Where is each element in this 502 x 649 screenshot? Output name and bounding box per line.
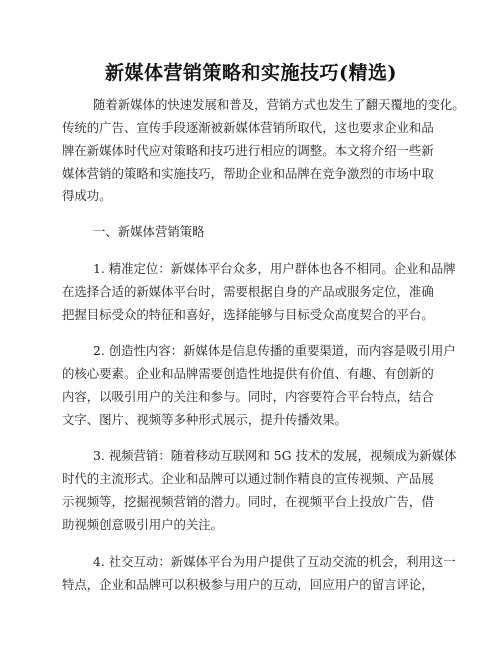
paragraph-line: 特点，企业和品牌可以积极参与用户的互动，回应用户的留言评论，	[62, 577, 434, 592]
paragraph-line: 把握目标受众的特征和喜好，选择能够与目标受众高度契合的平台。	[62, 307, 434, 322]
paragraph-line: 的核心要素。企业和品牌需要创造性地提供有价值、有趣、有创新的	[62, 366, 434, 381]
paragraph-line: 传统的广告、宣传手段逐渐被新媒体营销所取代，这也要求企业和品	[62, 120, 434, 135]
paragraph-line: 在选择合适的新媒体平台时，需要根据自身的产品或服务定位，准确	[62, 284, 434, 299]
paragraph-line: 助视频创意吸引用户的关注。	[62, 517, 224, 532]
paragraph-line: 1. 精准定位：新媒体平台众多，用户群体也各不相同。企业和品牌	[93, 261, 456, 276]
section-heading: 一、新媒体营销策略	[93, 224, 205, 239]
paragraph-line: 2. 创造性内容：新媒体是信息传播的重要渠道，而内容是吸引用户	[93, 343, 456, 358]
paragraph-line: 3. 视频营销：随着移动互联网和 5G 技术的发展，视频成为新媒体	[93, 448, 457, 463]
document-title: 新媒体营销策略和实施技巧(精选)	[105, 62, 397, 84]
paragraph-line: 内容，以吸引用户的关注和参与。同时，内容要符合平台特点，结合	[62, 389, 434, 404]
paragraph-line: 4. 社交互动：新媒体平台为用户提供了互动交流的机会，利用这一	[93, 554, 456, 569]
paragraph-line: 随着新媒体的快速发展和普及，营销方式也发生了翻天覆地的变化。	[93, 97, 465, 112]
paragraph-line: 文字、图片、视频等多种形式展示，提升传播效果。	[62, 412, 347, 427]
paragraph-line: 示视频等，挖掘视频营销的潜力。同时，在视频平台上投放广告，借	[62, 494, 434, 509]
paragraph-line: 时代的主流形式。企业和品牌可以通过制作精良的宣传视频、产品展	[62, 471, 434, 486]
paragraph-line: 得成功。	[62, 188, 112, 203]
paragraph-line: 媒体营销的策略和实施技巧，帮助企业和品牌在竞争激烈的市场中取	[62, 166, 434, 181]
paragraph-line: 牌在新媒体时代应对策略和技巧进行相应的调整。本文将介绍一些新	[62, 143, 434, 158]
